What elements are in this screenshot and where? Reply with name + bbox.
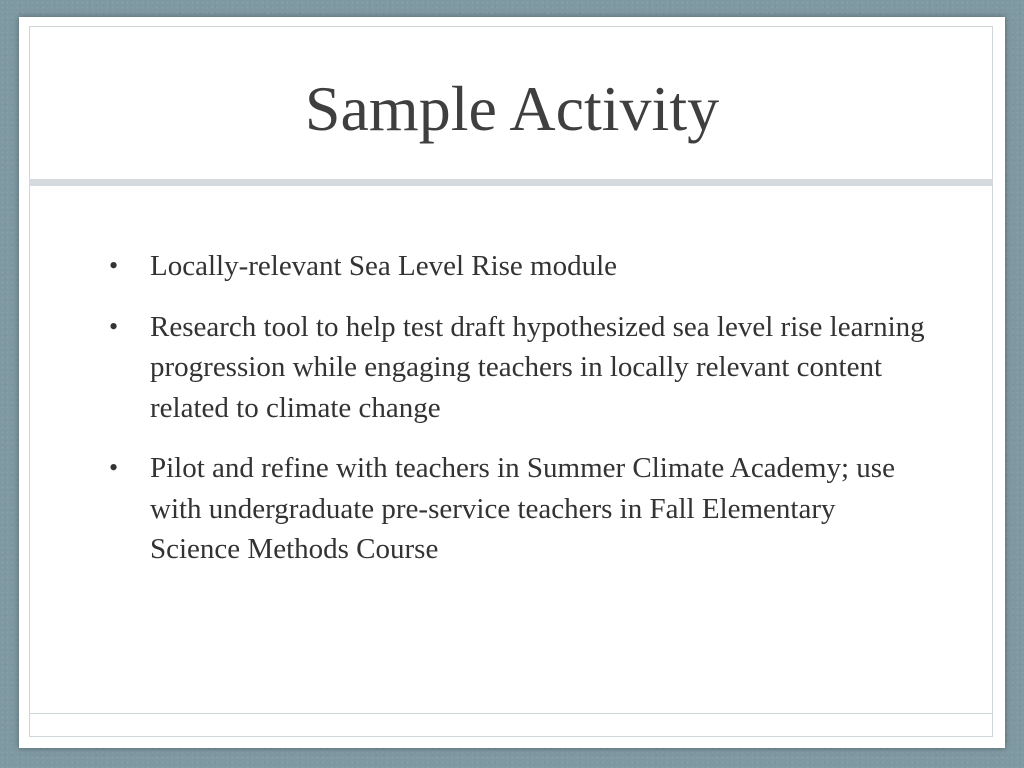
slide-title: Sample Activity [304, 73, 720, 144]
bullet-item-pilot [109, 448, 929, 570]
bullet-list [109, 246, 929, 590]
bullet-text: Locally-relevant Sea Level Rise module [150, 250, 618, 282]
bullet-text: Pilot and refine with teachers in Summer Climate Academy; use with undergraduate pre-service teachers in Fall Elementary Science Methods Course [150, 452, 895, 565]
bullet-item-module [109, 246, 929, 287]
title-divider [29, 179, 993, 186]
slide [19, 17, 1005, 748]
bullet-dot: • [109, 453, 119, 482]
bullet-dot: • [109, 251, 119, 280]
bullet-item-research-tool [109, 307, 929, 429]
bullet-text: Research tool to help test draft hypothesized sea level rise learning progression while engaging teachers in locally relevant content related to climate change [150, 310, 925, 424]
bullet-dot: • [109, 311, 119, 341]
footer-divider [29, 713, 993, 714]
